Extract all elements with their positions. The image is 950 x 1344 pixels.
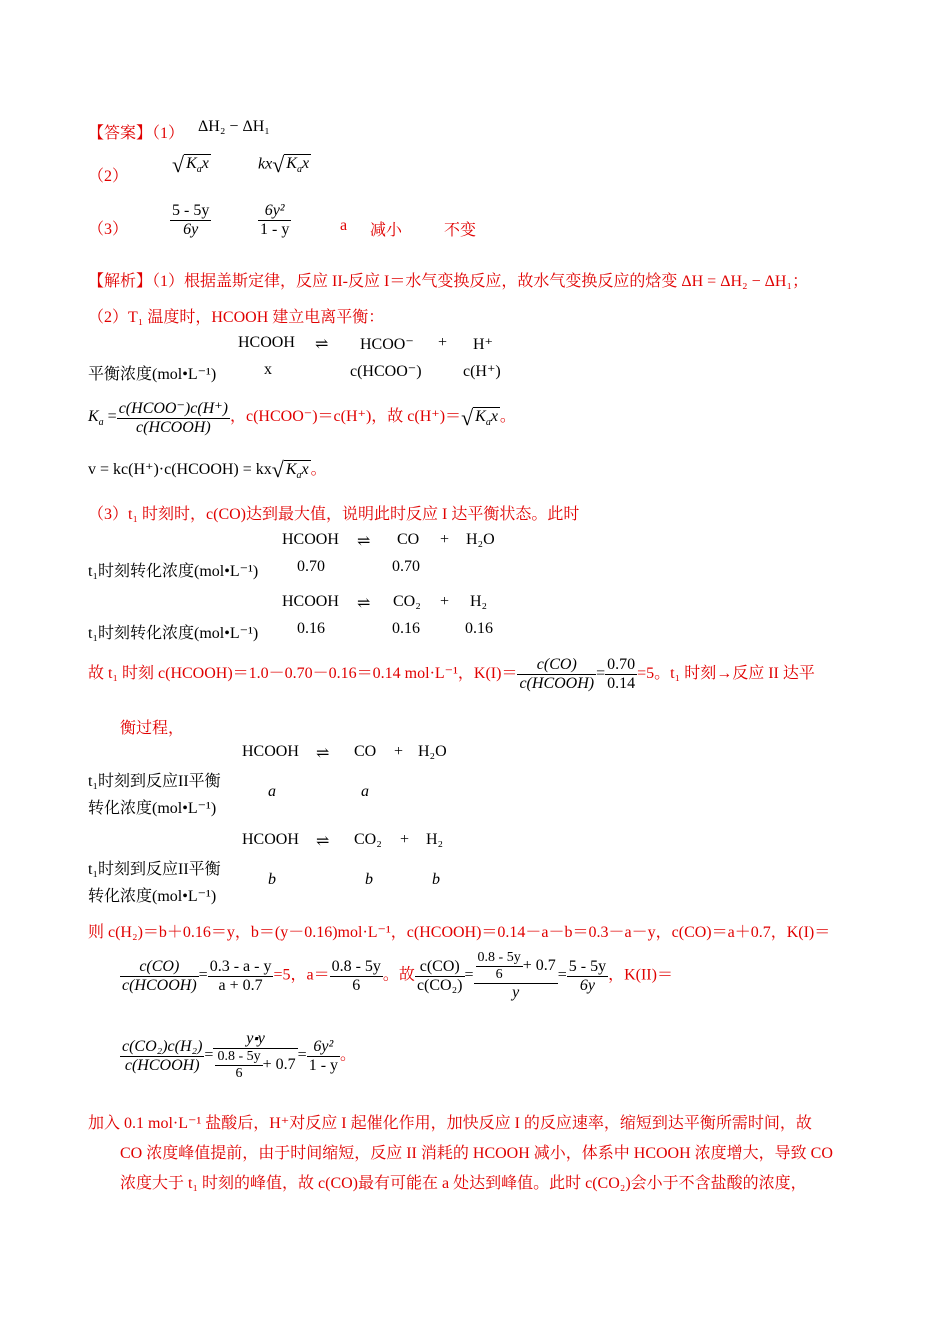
answer-label: 【答案】（1） xyxy=(88,125,185,142)
answer-q2-rate: kx√ $K_ax$ xyxy=(258,152,310,177)
answer-q3-frac1: $\frac{5 - 5y}{6y}$ xyxy=(172,202,210,238)
answer-q3-frac2: $\frac{\text{6y²}}{1 - y}$ xyxy=(260,202,290,238)
analysis-p5: 则 c(H₂)＝b＋0.16＝y，b＝(y－0.16)mol·L⁻¹，c(HCOOH)＝0.14－a－b＝0.3－a－y，c(CO)＝a＋0.7，K(I)＝ xyxy=(88,924,831,941)
analysis-p4c: 衡过程， xyxy=(120,720,185,737)
rate-expression: v = kc(H⁺)·c(HCOOH) = kx√ $K_ax$ 。 xyxy=(88,457,327,483)
analysis-p7: $\frac{\text{c(CO₂)c(H₂)}}{\text{c(HCOOH)}}$ = y⬝y $\frac{0.8 - 5y}{6}$ + 0.7 = $\frac{\text{6y²}}{1 - y}$ 。 xyxy=(122,1030,357,1081)
answer-q3-same: 不变 xyxy=(444,222,477,239)
analysis-p2: （2）T₁ 温度时，HCOOH 建立电离平衡： xyxy=(88,309,385,326)
analysis-p4: 故 t₁ 时刻 c(HCOOH)＝1.0－0.70－0.16＝0.14 mol·L⁻¹，K(I)＝ $\frac{c(CO)}{\text{c(HCOOH)}}$ = $\frac{0.70}{0.14}$ =5。t₁ 时刻→反应 II 达平 xyxy=(88,656,815,692)
ka-expression: $K_a$ = $\frac{\text{c(HCOO⁻)c(H⁺)}}{\text{c(HCOOH)}}$ ，c(HCOO⁻)＝c(H⁺)，故 c(H⁺)＝√ $K_ax$ 。 xyxy=(88,400,516,436)
analysis-p8-line2: CO 浓度峰值提前，由于时间缩短，反应 II 消耗的 HCOOH 减小，体系中 HCOOH 浓度增大，导致 CO xyxy=(120,1145,833,1162)
analysis-p8-line3: 浓度大于 t₁ 时刻的峰值，故 c(CO)最有可能在 a 处达到峰值。此时 c(CO₂)会小于不含盐酸的浓度， xyxy=(120,1175,807,1192)
answer-q3-num: （3） xyxy=(88,221,129,238)
analysis-p3: （3）t₁ 时刻时，c(CO)达到最大值，说明此时反应 I 达平衡状态。此时 xyxy=(88,506,580,523)
analysis-p8-line1: 加入 0.1 mol·L⁻¹ 盐酸后，H⁺对反应 I 起催化作用，加快反应 I 的反应速率，缩短到达平衡所需时间，故 xyxy=(88,1115,812,1132)
answer-q2-num: （2） xyxy=(88,168,129,185)
answer-q1-expr: ΔH₂ − ΔH₁ xyxy=(198,118,270,135)
analysis-p1: 【解析】（1）根据盖斯定律，反应 II-反应 I＝水气变换反应，故水气变换反应的焓变 ΔH = ΔH₂ − ΔH₁； xyxy=(88,273,809,290)
analysis-p6: $\frac{c(CO)}{\text{c(HCOOH)}}$ = $\frac{0.3 - a - y}{a + 0.7}$ =5，a＝ $\frac{0.8 - 5y}{6}$ 。故 $\frac{c(CO)}{\text{c(CO₂)}}$ = $\frac{0.8 - 5y}{6}$ + 0.7 y = $\frac{5 - 5y}{6y}$ ，K(II)＝ xyxy=(122,950,673,1001)
answer-q3-a: a xyxy=(340,217,348,234)
answer-q3-dec: 减小 xyxy=(370,222,403,239)
answer-q2-sqrt: √ $K_ax$ xyxy=(172,152,209,177)
